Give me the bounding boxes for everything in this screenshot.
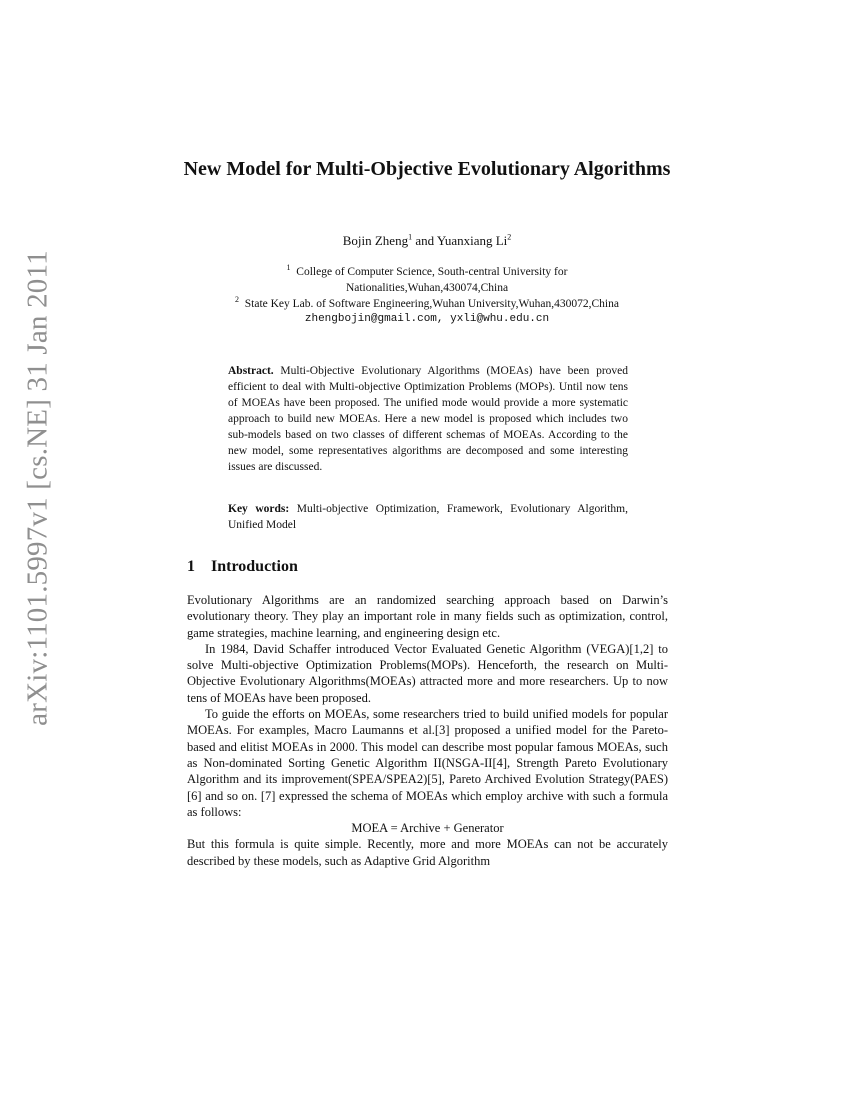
affiliation-2 xyxy=(160,296,694,312)
keywords xyxy=(228,501,628,533)
body-text xyxy=(187,592,668,869)
abstract xyxy=(228,363,628,475)
abstract-text: Multi-Objective Evolutionary Algorithms (MOEAs) have been proved efficient to deal with Multi-objective Optimization Problems (MOPs). Until now tens of MOEAs have been proposed. The unified mode would provide a more systematic approach to build new MOEAs. Here a new model is proposed which includes two sub-models based on two classes of different schemas of MOEAs. According to the new model, some representatives algorithms are decomposed and some interesting issues are discussed. xyxy=(228,365,628,473)
affiliation-2-line1: State Key Lab. of Software Engineering,Wuhan University,Wuhan,430072,China xyxy=(244,298,619,310)
author-2: Yuanxiang Li xyxy=(436,233,508,248)
formula: MOEA = Archive + Generator xyxy=(351,821,504,836)
arxiv-stamp xyxy=(0,0,60,1100)
affiliation-1-line2: Nationalities,Wuhan,430074,China xyxy=(345,282,509,294)
paragraph-4: But this formula is quite simple. Recently, more and more MOEAs can not be accurately described by these models, such as Adaptive Grid Algorithm xyxy=(187,837,668,868)
abstract-label: Abstract. xyxy=(228,365,274,377)
author-1-mark: 1 xyxy=(408,232,413,242)
paper-title: New Model for Multi-Objective Evolutionary Algorithms xyxy=(183,158,671,180)
section-heading xyxy=(187,558,298,576)
keywords-text: Multi-objective Optimization, Framework, Evolutionary Algorithm, Unified Model xyxy=(228,503,628,531)
paragraph-1: Evolutionary Algorithms are an randomized searching approach based on Darwin’s evolutionary theory. They play an important role in many fields such as optimization, control, game strategies, machine learning, and engineering design etc. xyxy=(187,593,668,640)
author-1: Bojin Zheng xyxy=(342,233,409,248)
affiliation-1 xyxy=(160,264,694,296)
paragraph-3: To guide the efforts on MOEAs, some researchers tried to build unified models for popular MOEAs. For examples, Macro Laumanns et al.[3] proposed a unified model for the Pareto-based and elitist MOEAs in 2000. This model can describe most popular famous MOEAs, such as Non-dominated Sorting Genetic Algorithm II(NSGA-II[4], Strength Pareto Evolutionary Algorithm and its improvement(SPEA/SPEA2)[5], Pareto Archived Evolution Strategy(PAES)[6] and so on. [7] expressed the schema of MOEAs which employ archive with such a formula as follows: xyxy=(187,707,668,819)
author-emails: zhengbojin@gmail.com, yxli@whu.edu.cn xyxy=(304,313,550,325)
author-2-mark: 2 xyxy=(507,232,512,242)
author-connector: and xyxy=(412,233,437,248)
keywords-label: Key words: xyxy=(228,503,290,515)
affiliation-1-line1: College of Computer Science, South-central University for xyxy=(296,266,568,278)
affiliation-1-mark: 1 xyxy=(286,263,291,273)
section-title: Introduction xyxy=(211,558,298,575)
arxiv-id: arXiv:1101.5997v1 [cs.NE] 31 Jan 2011 xyxy=(21,250,54,726)
affiliation-2-mark: 2 xyxy=(235,295,239,305)
paragraph-2: In 1984, David Schaffer introduced Vector Evaluated Genetic Algorithm (VEGA)[1,2] to solve Multi-objective Optimization Problems(MOPs). Henceforth, the research on Multi-Objective Evolutionary Algorithms(MOEAs) attracted more and more researchers. Up to now tens of MOEAs have been proposed. xyxy=(187,641,668,705)
section-number: 1 xyxy=(187,558,195,575)
author-line xyxy=(160,233,694,249)
